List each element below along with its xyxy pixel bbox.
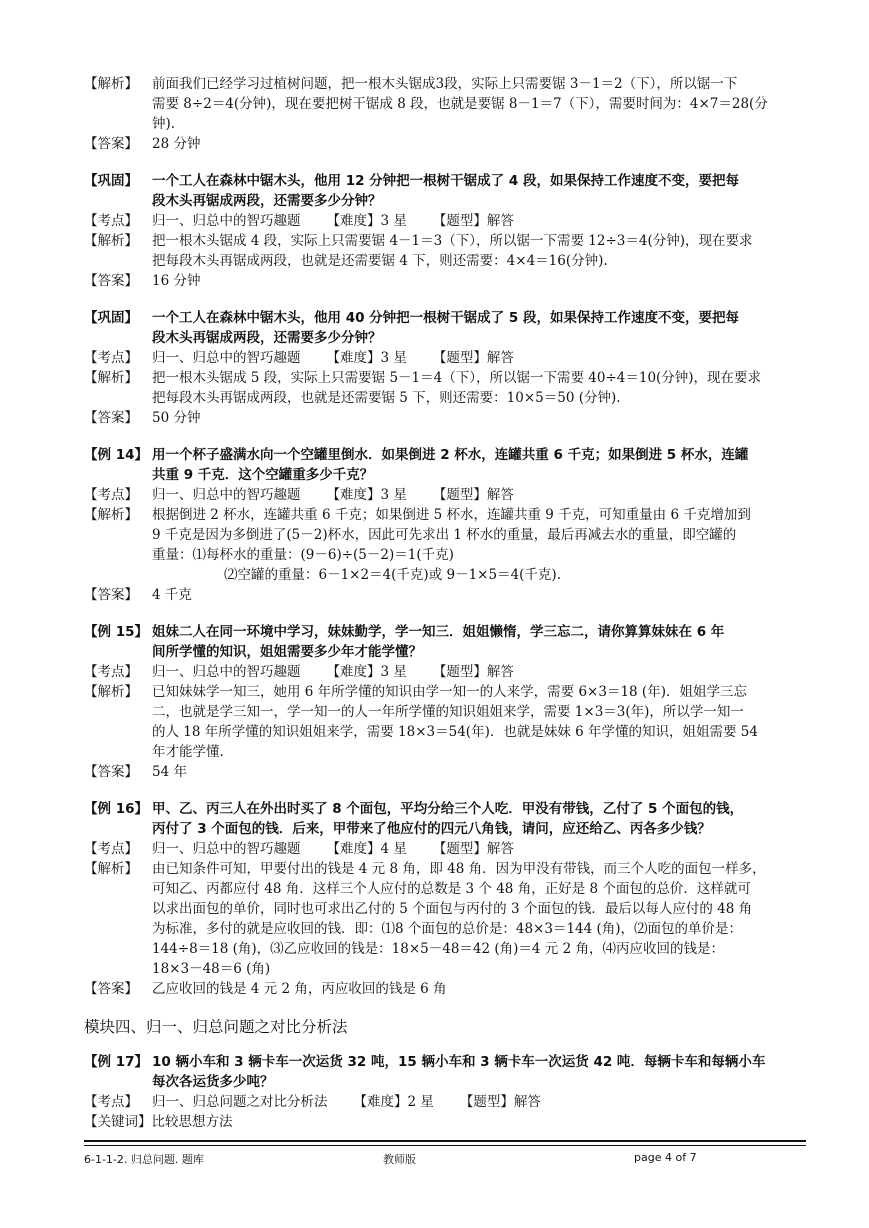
question-label: 【巩固】	[84, 310, 138, 326]
kp-label: 【考点】	[84, 1094, 138, 1110]
analysis-line: 由已知条件可知，甲要付出的钱是 4 元 8 角，即 48 角．因为甲没有带钱，而三个人吃的面包一样多，	[152, 861, 766, 877]
analysis-line: 需要 8÷2＝4(分钟)，现在要把树干锯成 8 段，也就是要锯 8－1＝7（下），需要时间为：4×7＝28(分	[152, 96, 768, 112]
question-line: 用一个杯子盛满水向一个空罐里倒水．如果倒进 2 杯水，连罐共重 6 千克；如果倒进 5 杯水，连罐	[152, 447, 749, 463]
answer-text: 54 年	[152, 764, 187, 780]
kp-text: 归一、归总中的智巧趣题	[152, 213, 301, 229]
kp-text: 归一、归总问题之对比分析法	[152, 1094, 328, 1110]
diff-label: 【难度】	[326, 350, 381, 366]
analysis-line: 已知妹妹学一知三，她用 6 年所学懂的知识由学一知一的人来学，需要 6×3＝18 (年)．姐姐学三忘	[152, 684, 747, 700]
type-label: 【题型】	[432, 664, 487, 680]
analysis-line: 年才能学懂.	[152, 744, 224, 760]
kp-text: 归一、归总中的智巧趣题	[152, 841, 301, 857]
analysis-line: 二，也就是学三知一，学一知一的人一年所学懂的知识姐姐来学，需要 1×3＝3(年)，所以学一知一	[152, 704, 744, 720]
analysis-line: 把每段木头再锯成两段，也就是还需要锯 5 下，则还需要：10×5＝50 (分钟).	[152, 390, 621, 406]
kp-label: 【考点】	[84, 487, 138, 503]
meta-row	[84, 211, 808, 231]
type-label: 【题型】	[432, 841, 487, 857]
question-line: 段木头再锯成两段，还需要多少分钟？	[152, 330, 382, 346]
analysis-line: 钟).	[152, 116, 176, 132]
analysis-line: 为标准，多付的就是应收回的钱．即：⑴8 个面包的总价是：48×3＝144 (角)，⑵面包的单价是：	[152, 921, 743, 937]
analysis-label: 【解析】	[84, 684, 138, 700]
analysis-line: 以求出面包的单价，同时也可求出乙付的 5 个面包与丙付的 3 个面包的钱．最后以每人应付的 48 角	[152, 901, 753, 917]
footer-page-number: page 4 of 7	[634, 1151, 697, 1164]
answer-label: 【答案】	[84, 587, 138, 603]
kp-label: 【考点】	[84, 213, 138, 229]
entry-b5	[84, 799, 808, 999]
meta-row	[84, 348, 808, 368]
analysis-line: 把一根木头锯成 5 段，实际上只需要锯 5－1＝4（下），所以锯一下需要 40÷4＝10(分钟)，现在要求	[152, 370, 762, 386]
entry-b1	[84, 171, 808, 291]
question-line: 一个工人在森林中锯木头，他用 40 分钟把一根树干锯成了 5 段，如果保持工作速度不变，要把每	[152, 310, 739, 326]
diff-label: 【难度】	[326, 841, 381, 857]
entry-b4	[84, 622, 808, 782]
analysis-line: 把每段木头再锯成两段，也就是还需要锯 4 下，则还需要：4×4＝16(分钟).	[152, 253, 608, 269]
type-label: 【题型】	[432, 350, 487, 366]
analysis-line: 9 千克是因为多倒进了(5－2)杯水，因此可先求出 1 杯水的重量，最后再减去水的重量，即空罐的	[152, 527, 737, 543]
diff-text: 4 星	[380, 841, 407, 857]
question-label: 【例 16】	[84, 801, 148, 817]
diff-label: 【难度】	[326, 213, 381, 229]
question-line: 间所学懂的知识，姐姐需要多少年才能学懂？	[152, 644, 422, 660]
answer-text: 50 分钟	[152, 410, 201, 426]
type-label: 【题型】	[459, 1094, 514, 1110]
analysis-subline: ⑵空罐的重量：6－1×2＝4(千克)或 9－1×5＝4(千克).	[224, 567, 561, 583]
answer-label: 【答案】	[84, 136, 138, 152]
diff-text: 3 星	[380, 350, 407, 366]
meta-row	[84, 1092, 808, 1112]
question-label: 【例 14】	[84, 447, 148, 463]
question-line: 段木头再锯成两段，还需要多少分钟？	[152, 193, 382, 209]
answer-label: 【答案】	[84, 273, 138, 289]
kp-label: 【考点】	[84, 350, 138, 366]
keyword-text: 比较思想方法	[151, 1114, 233, 1130]
answer-label: 【答案】	[84, 410, 138, 426]
answer-label: 【答案】	[84, 764, 138, 780]
kp-label: 【考点】	[84, 841, 138, 857]
analysis-line: 18×3－48＝6 (角)	[152, 961, 271, 977]
type-text: 解答	[486, 841, 514, 857]
kp-text: 归一、归总中的智巧趣题	[152, 664, 301, 680]
question-line: 共重 9 千克．这个空罐重多少千克？	[152, 467, 374, 483]
entry-b3	[84, 445, 808, 605]
analysis-label: 【解析】	[84, 507, 138, 523]
answer-text: 28 分钟	[152, 136, 201, 152]
keyword-label: 【关键词】	[84, 1114, 152, 1130]
kp-label: 【考点】	[84, 664, 138, 680]
diff-text: 3 星	[380, 664, 407, 680]
question-line: 每次各运货多少吨？	[152, 1074, 274, 1090]
question-line: 丙付了 3 个面包的钱．后来，甲带来了他应付的四元八角钱，请问，应还给乙、丙各多少钱？	[152, 821, 711, 837]
type-text: 解答	[486, 487, 514, 503]
entry-b2	[84, 308, 808, 428]
analysis-line: 重量：⑴每杯水的重量：(9－6)÷(5－2)＝1(千克)	[152, 547, 454, 563]
answer-text: 4 千克	[152, 587, 192, 603]
meta-row	[84, 662, 808, 682]
question-line: 一个工人在森林中锯木头，他用 12 分钟把一根树干锯成了 4 段，如果保持工作速度不变，要把每	[152, 173, 739, 189]
type-text: 解答	[513, 1094, 541, 1110]
question-line: 姐妹二人在同一环境中学习，妹妹勤学，学一知三．姐姐懒惰，学三忘二，请你算算妹妹在 6 年	[152, 624, 725, 640]
footer-rule	[84, 1140, 806, 1142]
type-label: 【题型】	[432, 213, 487, 229]
module-heading: 模块四、归一、归总问题之对比分析法	[84, 1018, 348, 1036]
analysis-line: 前面我们已经学习过植树问题，把一根木头锯成3段，实际上只需要锯 3－1＝2（下），所以锯一下	[152, 76, 738, 92]
footer-rule-thin	[84, 1145, 806, 1146]
answer-label: 【答案】	[84, 981, 138, 997]
meta-row	[84, 839, 808, 859]
diff-text: 3 星	[380, 487, 407, 503]
kp-text: 归一、归总中的智巧趣题	[152, 487, 301, 503]
diff-text: 3 星	[380, 213, 407, 229]
entry-b6	[84, 1052, 808, 1132]
analysis-label: 【解析】	[84, 76, 138, 92]
entry-b0	[84, 74, 808, 154]
type-label: 【题型】	[432, 487, 487, 503]
question-line: 甲、乙、丙三人在外出时买了 8 个面包，平均分给三个人吃．甲没有带钱，乙付了 5 个面包的钱，	[152, 801, 744, 817]
diff-label: 【难度】	[353, 1094, 408, 1110]
analysis-label: 【解析】	[84, 370, 138, 386]
answer-text: 16 分钟	[152, 273, 201, 289]
question-line: 10 辆小车和 3 辆卡车一次运货 32 吨，15 辆小车和 3 辆卡车一次运货 42 吨．每辆卡车和每辆小车	[152, 1054, 766, 1070]
diff-label: 【难度】	[326, 664, 381, 680]
analysis-label: 【解析】	[84, 861, 138, 877]
analysis-line: 的人 18 年所学懂的知识姐姐来学，需要 18×3＝54(年)．也就是妹妹 6 年学懂的知识，姐姐需要 54	[152, 724, 758, 740]
footer-center: 教师版	[383, 1153, 416, 1166]
document-body	[84, 74, 808, 1149]
type-text: 解答	[486, 664, 514, 680]
meta-row	[84, 485, 808, 505]
question-label: 【巩固】	[84, 173, 138, 189]
answer-text: 乙应收回的钱是 4 元 2 角，丙应收回的钱是 6 角	[152, 981, 447, 997]
type-text: 解答	[486, 350, 514, 366]
analysis-label: 【解析】	[84, 233, 138, 249]
question-label: 【例 17】	[84, 1054, 148, 1070]
question-label: 【例 15】	[84, 624, 148, 640]
type-text: 解答	[486, 213, 514, 229]
analysis-line: 可知乙、丙都应付 48 角．这样三个人应付的总数是 3 个 48 角，正好是 8 个面包的总价．这样就可	[152, 881, 751, 897]
analysis-line: 144÷8＝18 (角)，⑶乙应收回的钱是：18×5－48＝42 (角)＝4 元 2 角，⑷丙应收回的钱是：	[152, 941, 724, 957]
diff-label: 【难度】	[326, 487, 381, 503]
footer-left: 6-1-1-2. 归总问题. 题库	[84, 1153, 204, 1166]
kp-text: 归一、归总中的智巧趣题	[152, 350, 301, 366]
analysis-line: 把一根木头锯成 4 段，实际上只需要锯 4－1＝3（下），所以锯一下需要 12÷3＝4(分钟)，现在要求	[152, 233, 753, 249]
diff-text: 2 星	[407, 1094, 434, 1110]
analysis-line: 根据倒进 2 杯水，连罐共重 6 千克；如果倒进 5 杯水，连罐共重 9 千克，可知重量由 6 千克增加到	[152, 507, 751, 523]
